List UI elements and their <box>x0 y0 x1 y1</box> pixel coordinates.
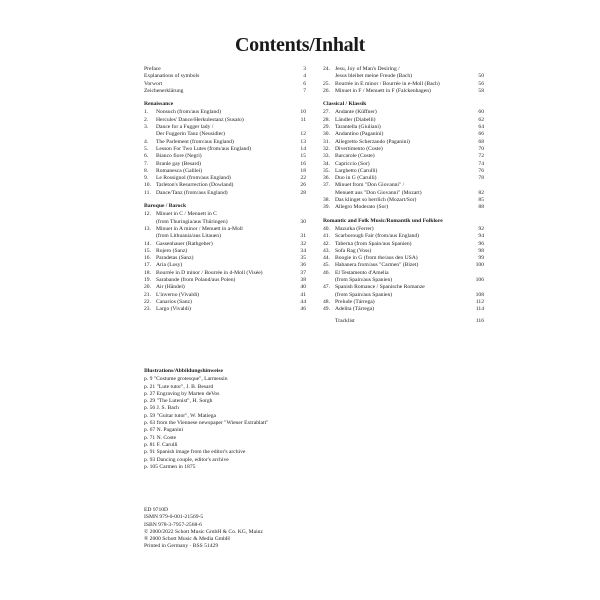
entry-title: Spanish Romance / Spanische Romanze <box>335 284 425 291</box>
entry-title: The Parlement (from/aus England) <box>156 138 234 145</box>
contents-entry <box>144 292 306 299</box>
entry-page: 28 <box>300 189 306 196</box>
colophon-line: ® 2000 Schott Music & Media GmbH <box>144 536 230 543</box>
contents-entry <box>144 182 306 189</box>
contents-entry <box>323 270 484 277</box>
entry-title: Ländler (Diabelli) <box>335 116 376 123</box>
entry-title: Aria (Losy) <box>156 262 183 269</box>
contents-entry <box>323 73 484 80</box>
contents-entry <box>144 161 306 168</box>
entry-number: 2. <box>144 116 149 123</box>
entry-page: 15 <box>300 153 306 160</box>
contents-entry <box>144 299 306 306</box>
entry-number: 46. <box>323 269 330 276</box>
entry-title: Jesu, Joy of Man's Desiring / <box>335 66 400 72</box>
entry-title: Dance/Tanz (from/aus England) <box>156 189 228 196</box>
entry-page: 10 <box>300 109 306 116</box>
contents-entry <box>144 233 306 240</box>
contents-entry <box>144 190 306 197</box>
entry-page: 64 <box>478 124 484 131</box>
entry-title: Allegro Moderato (Sor) <box>335 204 389 211</box>
entry-number: 15. <box>144 247 151 254</box>
illustration-credit: p. 63 from the Viennese newspaper "Wiener Extrablatt" <box>144 420 269 427</box>
illustration-credit: p. 21 "Lute tutor", J. B. Besard <box>144 383 214 390</box>
entry-page: 37 <box>300 269 306 276</box>
contents-entry <box>144 117 306 124</box>
entry-title: Duo in G (Carulli) <box>335 175 377 182</box>
entry-title: Dance for a Fugger lady / <box>156 124 214 131</box>
section-heading-romantic: Romantic and Folk Music/Romantik und Folklore <box>323 217 443 224</box>
entry-title: Sofa Rag (Voss) <box>335 247 372 254</box>
colophon-line: Printed in Germany · BSS 51429 <box>144 543 219 550</box>
entry-number: 14. <box>144 240 151 247</box>
entry-page: 35 <box>300 255 306 262</box>
entry-title: Der Fuggerin Tanz (Neusidler) <box>156 131 225 138</box>
entry-title: Larghetto (Carulli) <box>335 167 378 174</box>
entry-number: 4. <box>144 138 149 145</box>
entry-page <box>470 284 484 291</box>
entry-page: 56 <box>478 80 484 87</box>
contents-entry <box>144 248 306 255</box>
entry-number: 23. <box>144 306 151 313</box>
contents-entry <box>144 131 306 138</box>
contents-entry <box>144 124 306 131</box>
entry-page: 18 <box>300 167 306 174</box>
entry-number: 16. <box>144 255 151 262</box>
entry-title: Le Rossignol (from/aus England) <box>156 175 231 182</box>
entry-number: 33. <box>323 153 330 160</box>
entry-title: Minuet in C / Menuett in C <box>156 211 217 218</box>
entry-title: Minuet in F / Menuett in F (Falckenhagen) <box>335 87 431 94</box>
contents-entry <box>144 168 306 175</box>
entry-page: 11 <box>300 116 306 123</box>
entry-page: 94 <box>478 233 484 240</box>
entry-title: Tarleton's Resurrection (Dowland) <box>156 182 234 189</box>
entry-title: L'inverno (Vivaldi) <box>156 291 200 298</box>
baroque-continued-list <box>323 66 484 95</box>
contents-entry <box>323 139 484 146</box>
entry-number <box>323 277 335 284</box>
entry-number: 9. <box>144 175 149 182</box>
entry-page: 44 <box>300 298 306 305</box>
contents-entry <box>144 139 306 146</box>
entry-number: 27. <box>323 109 330 116</box>
entry-page: 100 <box>475 262 484 269</box>
illustration-credit: p. 81 F. Carulli <box>144 441 178 448</box>
entry-number: 44. <box>323 255 330 262</box>
entry-number: 34. <box>323 160 330 167</box>
entry-title: Bianco fiore (Negri) <box>156 153 202 160</box>
entry-title: Allegretto Scherzando (Paganini) <box>335 138 410 145</box>
contents-entry <box>144 277 306 284</box>
contents-entry <box>323 292 484 299</box>
contents-entry <box>323 204 484 211</box>
illustration-credit: p. 29 "The Lutenist", H. Sorgh <box>144 398 213 405</box>
entry-number: 37. <box>323 182 330 189</box>
entry-page: 82 <box>478 189 484 196</box>
entry-number: 17. <box>144 262 151 269</box>
entry-title: Canarios (Sanz) <box>156 298 192 305</box>
illustration-credit: p. 93 Dancing couple, editor's archive <box>144 456 229 463</box>
contents-entry <box>323 233 484 240</box>
entry-title: Air (Händel) <box>156 284 185 291</box>
entry-title: Gassenhauer (Rathgeber) <box>156 240 213 247</box>
entry-page: 112 <box>475 298 484 305</box>
entry-title: Vorwort <box>144 80 163 87</box>
contents-entry <box>323 153 484 160</box>
illustrations-list <box>144 376 344 471</box>
entry-title: Rujero (Sanz) <box>156 247 188 254</box>
contents-entry <box>144 146 306 153</box>
entry-title: Andantino (Paganini) <box>335 131 384 138</box>
contents-entry <box>323 306 484 313</box>
entry-title: Branle gay (Besard) <box>156 160 202 167</box>
contents-entry <box>323 190 484 197</box>
illustrations-heading: Illustrations/Abbildungshinweise <box>144 368 223 374</box>
contents-entry <box>144 262 306 269</box>
entry-title: Mazurka (Ferrer) <box>335 225 374 232</box>
entry-number: 25. <box>323 80 330 87</box>
baroque-list <box>144 211 306 313</box>
entry-number: 19. <box>144 277 151 284</box>
contents-entry <box>323 168 484 175</box>
entry-title: Jesus bleibet meine Freude (Bach) <box>335 73 413 80</box>
entry-page <box>470 182 484 189</box>
contents-entry <box>144 306 306 313</box>
section-heading-renaissance: Renaissance <box>144 101 174 108</box>
entry-title: Prelude (Tárrega) <box>335 298 375 305</box>
contents-entry <box>144 226 306 233</box>
entry-title: Minuet from "Don Giovanni" / <box>335 182 405 189</box>
illustration-credit: p. 71 N. Coste <box>144 434 177 441</box>
entry-title: Andante (Küffner) <box>335 109 377 116</box>
contents-right-column <box>323 66 484 325</box>
entry-page: 98 <box>478 247 484 254</box>
section-heading-classical: Classical / Klassik <box>323 101 367 108</box>
front-matter-list <box>144 66 306 95</box>
illustration-credit: p. 59 "Guitar tutor", W. Matiega <box>144 412 216 419</box>
entry-number: 36. <box>323 175 330 182</box>
illustration-credit: p. 105 Carmen in 1875 <box>144 463 196 470</box>
entry-title: Adelita (Tárrega) <box>335 306 374 313</box>
contents-entry <box>144 219 306 226</box>
entry-page <box>292 211 306 218</box>
contents-entry <box>323 284 484 291</box>
entry-number: 40. <box>323 225 330 232</box>
entry-page: 31 <box>300 233 306 240</box>
entry-title: Sarabande (from Poland/aus Polen) <box>156 277 236 284</box>
contents-entry <box>323 241 484 248</box>
entry-number <box>323 190 335 197</box>
entry-page: 38 <box>300 277 306 284</box>
entry-title: Minuet in A minor / Menuett in a-Moll <box>156 225 243 232</box>
contents-entry <box>144 211 306 218</box>
entry-number: 26. <box>323 87 330 94</box>
entry-page: 68 <box>478 138 484 145</box>
contents-entry <box>144 241 306 248</box>
contents-entry <box>144 109 306 116</box>
entry-title: Boogie in G (from the/aus den USA) <box>335 255 418 262</box>
tracklist-page: 116 <box>475 317 484 324</box>
entry-title: (from Spain/aus Spanien) <box>335 277 393 284</box>
entry-title: Explanations of symbols <box>144 73 200 80</box>
entry-page: 76 <box>478 167 484 174</box>
tracklist-entry <box>323 318 484 325</box>
contents-entry <box>144 66 306 73</box>
contents-entry <box>323 277 484 284</box>
contents-entry <box>323 248 484 255</box>
entry-number: 39. <box>323 204 330 211</box>
entry-title: El Testamento d'Amelia <box>335 269 389 276</box>
entry-number: 20. <box>144 284 151 291</box>
entry-number: 31. <box>323 138 330 145</box>
illustration-credit: p. 56 J. S. Bach <box>144 405 179 412</box>
contents-entry <box>323 161 484 168</box>
contents-entry <box>144 270 306 277</box>
entry-title: Zeichenerklärung <box>144 87 184 94</box>
entry-page: 14 <box>300 145 306 152</box>
entry-page: 13 <box>300 138 306 145</box>
entry-title: Lesson For Two Lutes (from/aus England) <box>156 145 252 152</box>
entry-page: 108 <box>475 291 484 298</box>
entry-number: 10. <box>144 182 151 189</box>
entry-page: 72 <box>478 153 484 160</box>
entry-page: 78 <box>478 175 484 182</box>
entry-number: 3. <box>144 124 149 131</box>
page-title: Contents/Inhalt <box>235 34 365 56</box>
contents-entry <box>323 117 484 124</box>
entry-title: (from Thuringia/aus Thüringen) <box>156 218 228 225</box>
entry-title: (from Spain/aus Spanien) <box>335 291 393 298</box>
entry-number: 29. <box>323 124 330 131</box>
entry-page: 74 <box>478 160 484 167</box>
entry-number: 13. <box>144 225 151 232</box>
entry-page: 70 <box>478 145 484 152</box>
entry-title: Habanera from/aus "Carmen" (Bizet) <box>335 262 419 269</box>
entry-title: Romanesca (Galilei) <box>156 167 203 174</box>
contents-entry <box>144 81 306 88</box>
entry-page: 88 <box>478 204 484 211</box>
contents-entry <box>144 175 306 182</box>
contents-entry <box>323 182 484 189</box>
entry-page <box>470 270 484 277</box>
entry-page: 6 <box>303 80 306 87</box>
entry-title: (from Lithuania/aus Litauen) <box>156 233 221 240</box>
entry-number: 35. <box>323 167 330 174</box>
contents-entry <box>144 88 306 95</box>
entry-page: 3 <box>303 66 306 72</box>
illustration-credit: p. 67 N. Paganini <box>144 427 183 434</box>
contents-entry <box>144 255 306 262</box>
entry-number: 5. <box>144 145 149 152</box>
entry-title: Hercules' Dance/Herkulestanz (Susato) <box>156 116 244 123</box>
entry-page: 58 <box>478 87 484 94</box>
entry-page <box>292 124 306 131</box>
entry-title: Bourrée in D minor / Bourrée in d-Moll (Visée) <box>156 269 263 276</box>
colophon-line: ISBN 978-3-7957-2568-6 <box>144 521 202 528</box>
entry-page: 46 <box>300 306 306 313</box>
entry-page: 66 <box>478 131 484 138</box>
entry-number: 24. <box>323 66 330 72</box>
entry-page: 26 <box>300 182 306 189</box>
contents-entry <box>323 88 484 95</box>
colophon-line: © 2000/2022 Schott Music GmbH & Co. KG, Mainz <box>144 528 263 535</box>
entry-page: 32 <box>300 240 306 247</box>
entry-number: 38. <box>323 197 330 204</box>
entry-title: Taberna (from Spain/aus Spanien) <box>335 240 412 247</box>
colophon-block <box>144 507 344 551</box>
contents-entry <box>144 73 306 80</box>
entry-number: 42. <box>323 240 330 247</box>
entry-number: 28. <box>323 116 330 123</box>
contents-entry <box>323 262 484 269</box>
entry-title: Tarantella (Giuliani) <box>335 124 381 131</box>
entry-number: 49. <box>323 306 330 313</box>
contents-entry <box>323 109 484 116</box>
contents-entry <box>323 66 484 73</box>
entry-page: 4 <box>303 73 306 80</box>
entry-title: Das klinget so herrlich (Mozart/Sor) <box>335 197 417 204</box>
contents-left-column <box>144 66 306 314</box>
classical-list <box>323 109 484 211</box>
entry-page: 106 <box>475 277 484 284</box>
entry-number: 18. <box>144 269 151 276</box>
entry-number: 48. <box>323 298 330 305</box>
entry-page <box>292 226 306 233</box>
entry-title: Nonsuch (from/aus England) <box>156 109 221 116</box>
section-heading-baroque: Baroque / Barock <box>144 203 187 210</box>
entry-number: 7. <box>144 160 149 167</box>
illustration-credit: p. 91 Spanish image from the editor's archive <box>144 449 246 456</box>
contents-entry <box>323 226 484 233</box>
entry-page: 92 <box>478 225 484 232</box>
illustration-credit: p. 27 Engraving by Marten deVos <box>144 390 220 397</box>
entry-number: 1. <box>144 109 149 116</box>
entry-number <box>144 219 156 226</box>
entry-title: Paradetas (Sanz) <box>156 255 194 262</box>
entry-page: 96 <box>478 240 484 247</box>
entry-number: 41. <box>323 233 330 240</box>
entry-page: 41 <box>300 291 306 298</box>
contents-entry <box>323 131 484 138</box>
entry-title: Largo (Vivaldi) <box>156 306 191 313</box>
entry-number: 12. <box>144 211 151 218</box>
illustration-credit: p. 9 "Costume grotesque", Larmessin <box>144 376 228 383</box>
entry-number: 8. <box>144 167 149 174</box>
entry-title: Divertimento (Coste) <box>335 145 383 152</box>
entry-number: 47. <box>323 284 330 291</box>
colophon-line: ISMN 979-0-001-21569-5 <box>144 514 204 521</box>
entry-title: Menuett aus "Don Giovanni" (Mozart) <box>335 189 422 196</box>
contents-entry <box>323 175 484 182</box>
entry-number <box>323 292 335 299</box>
entry-number: 30. <box>323 131 330 138</box>
entry-page <box>470 66 484 73</box>
entry-number <box>144 131 156 138</box>
contents-entry <box>323 146 484 153</box>
entry-number <box>323 73 335 80</box>
entry-page: 85 <box>478 197 484 204</box>
entry-title: Barcarole (Coste) <box>335 153 375 160</box>
entry-title: Capriccio (Sor) <box>335 160 370 167</box>
entry-title: Scarborough Fair (from/aus England) <box>335 233 420 240</box>
entry-page: 36 <box>300 262 306 269</box>
renaissance-list <box>144 109 306 197</box>
entry-page: 12 <box>300 131 306 138</box>
tracklist-label: Tracklist <box>335 317 355 324</box>
entry-page: 40 <box>300 284 306 291</box>
entry-page: 22 <box>300 175 306 182</box>
illustrations-block <box>144 362 344 471</box>
contents-entry <box>144 284 306 291</box>
entry-page: 50 <box>478 73 484 80</box>
entry-number: 45. <box>323 262 330 269</box>
entry-number <box>144 233 156 240</box>
colophon-line: ED 9710D <box>144 507 169 513</box>
contents-entry <box>323 299 484 306</box>
entry-page: 99 <box>478 255 484 262</box>
entry-page: 114 <box>475 306 484 313</box>
contents-entry <box>323 124 484 131</box>
entry-number: 21. <box>144 291 151 298</box>
romantic-list <box>323 226 484 314</box>
entry-number: 22. <box>144 298 151 305</box>
entry-number: 6. <box>144 153 149 160</box>
entry-title: Preface <box>144 66 161 72</box>
entry-number: 43. <box>323 247 330 254</box>
entry-number: 32. <box>323 145 330 152</box>
entry-page: 62 <box>478 116 484 123</box>
entry-page: 60 <box>478 109 484 116</box>
entry-page: 30 <box>300 218 306 225</box>
contents-entry <box>144 153 306 160</box>
entry-title: Bourrée in E minor / Bourrée in e-Moll (Bach) <box>335 80 440 87</box>
contents-entry <box>323 255 484 262</box>
entry-page: 7 <box>303 87 306 94</box>
entry-page: 34 <box>300 247 306 254</box>
contents-entry <box>323 197 484 204</box>
contents-entry <box>323 81 484 88</box>
colophon-list <box>144 507 344 551</box>
entry-page: 16 <box>300 160 306 167</box>
entry-number: 11. <box>144 189 151 196</box>
